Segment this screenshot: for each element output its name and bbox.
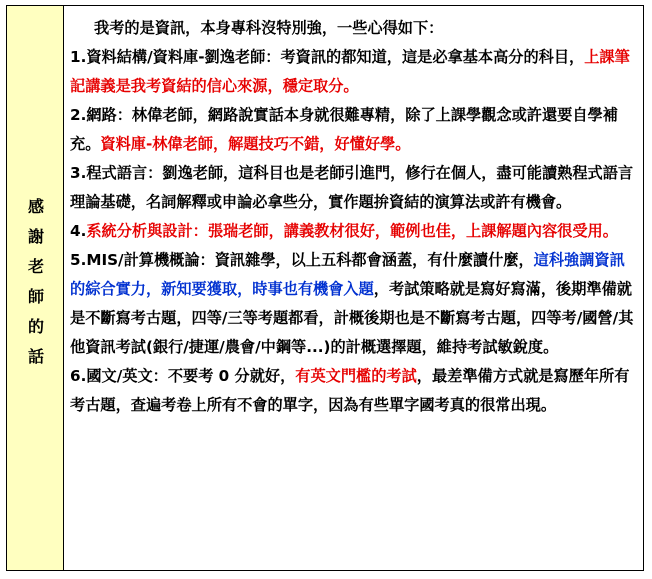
item-number: 5.	[70, 251, 87, 269]
side-title: 感謝老師的話	[25, 198, 45, 378]
item-text-after: ，最差準備方式就是寫歷年所有考古題，查遍考卷上所有不會的單字，因為有些單字國考真的很常出現。	[70, 367, 630, 414]
content-cell	[64, 6, 643, 570]
item-highlight: 上課筆記講義是我考資結的信心來源，穩定取分。	[70, 48, 630, 95]
item-highlight: 有英文門檻的考試	[295, 367, 417, 385]
side-header-cell	[7, 6, 64, 570]
item-text-after: ，考試策略就是寫好寫滿，後期準備就是不斷寫考古題，四等/三等考題都看，計概後期也是不斷寫考古題，四等考/國營/其他資訊考試(銀行/捷運/農會/中鋼等...)的計概選擇題，維持考試敏銳度。	[70, 280, 634, 356]
item-text: 資料結構/資料庫-劉逸老師：考資訊的都知道，這是必拿基本高分的科目，	[86, 48, 585, 66]
item-text: 國文/英文：不要考 0 分就好，	[86, 367, 296, 385]
item-number: 2.	[70, 106, 87, 124]
list-item-5	[70, 246, 637, 362]
list-item-2	[70, 101, 637, 159]
item-highlight: 這科強調資訊的綜合實力，新知要獲取，時事也有機會入題	[70, 251, 625, 298]
list-item-1	[70, 43, 637, 101]
intro-text: 我考的是資訊，本身專科沒特別強，一些心得如下：	[94, 19, 444, 37]
item-text: 程式語言：劉逸老師，這科目也是老師引進門，修行在個人，盡可能讀熟程式語言理論基礎，名詞解釋或申論必拿些分，實作題拚資結的演算法或許有機會。	[70, 164, 634, 211]
item-highlight: 資料庫-林偉老師，解題技巧不錯，好懂好學。	[100, 135, 411, 153]
item-number: 6.	[70, 367, 87, 385]
item-number: 4.	[70, 222, 87, 240]
item-text: 網路：林偉老師，網路說實話本身就很難專精，除了上課學觀念或許還要自學補充。	[70, 106, 618, 153]
item-number: 1.	[70, 48, 87, 66]
item-number: 3.	[70, 164, 87, 182]
item-text: MIS/計算機概論：資訊雜學，以上五科都會涵蓋，有什麼讀什麼，	[86, 251, 534, 269]
notes-table	[6, 5, 644, 571]
item-highlight: 系統分析與設計：張瑞老師，講義教材很好，範例也佳，上課解題內容很受用。	[86, 222, 618, 240]
list-item-3	[70, 159, 637, 217]
list-item-4	[70, 217, 637, 246]
list-item-6	[70, 362, 637, 420]
